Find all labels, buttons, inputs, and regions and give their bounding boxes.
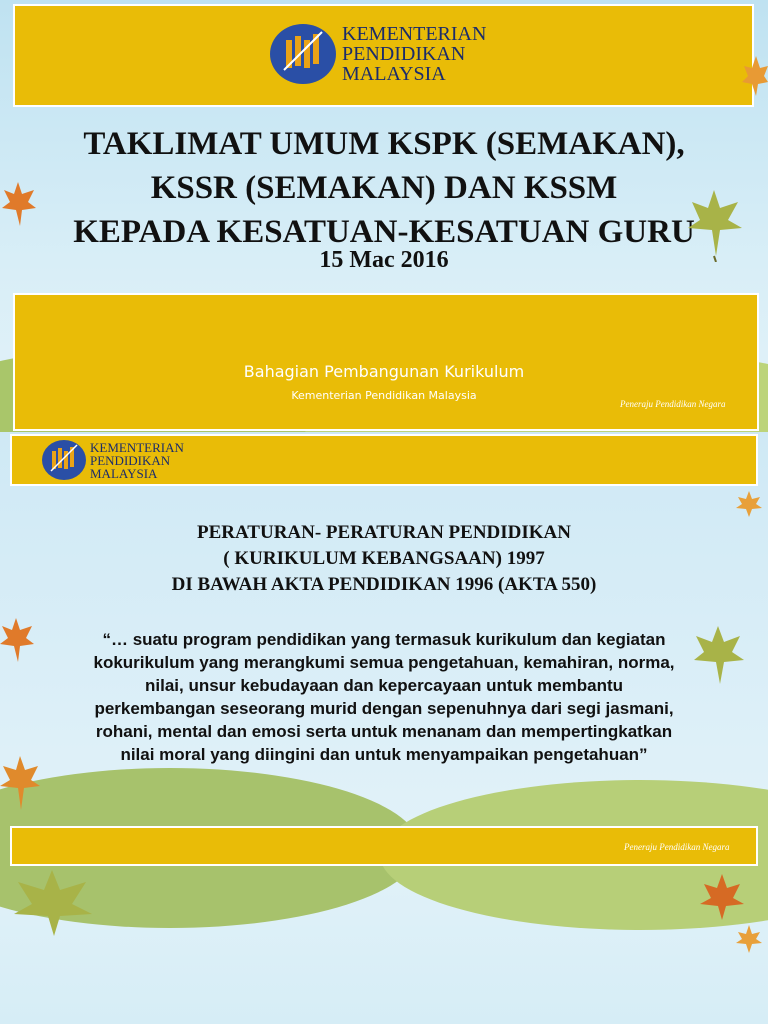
date-text: 15 Mac 2016 bbox=[319, 247, 449, 273]
maple-leaf-icon bbox=[742, 54, 768, 98]
slide-1 bbox=[0, 0, 768, 432]
maple-leaf-icon bbox=[0, 180, 36, 228]
heading-line: PERATURAN- PERATURAN PENDIDIKAN bbox=[196, 522, 572, 543]
maple-leaf-icon bbox=[684, 186, 744, 262]
quote-line: perkembangan seseorang murid dengan sepenuhnya dari segi jasmani, bbox=[94, 699, 674, 718]
division-name: Bahagian Pembangunan Kurikulum bbox=[243, 362, 525, 381]
main-title bbox=[0, 122, 768, 254]
tagline: Peneraju Pendidikan Negara bbox=[624, 842, 730, 852]
quote-line: “… suatu program pendidikan yang termasuk kurikulum dan kegiatan bbox=[102, 630, 666, 649]
logo-line-2: PENDIDIKAN bbox=[342, 43, 466, 65]
maple-leaf-icon bbox=[736, 490, 762, 518]
quote-line: rohani, mental dan emosi serta untuk menanam dan mempertingkatkan bbox=[95, 722, 673, 741]
logo-line-1: KEMENTERIAN bbox=[90, 439, 184, 455]
ministry-logo bbox=[42, 440, 184, 480]
ministry-name: Kementerian Pendidikan Malaysia bbox=[291, 389, 477, 402]
slide-2 bbox=[0, 432, 768, 1024]
quote-line: nilai moral yang diingini dan untuk menyampaikan pengetahuan” bbox=[120, 745, 648, 764]
maple-leaf-icon bbox=[0, 754, 40, 812]
logo-line-3: MALAYSIA bbox=[90, 465, 158, 481]
title-line: KSSR (SEMAKAN) DAN KSSM bbox=[150, 170, 618, 206]
logo-line-1: KEMENTERIAN bbox=[342, 23, 487, 45]
quote-line: nilai, unsur kebudayaan dan kepercayaan untuk membantu bbox=[144, 676, 624, 695]
curriculum-quote bbox=[0, 628, 768, 766]
heading-line: ( KURIKULUM KEBANGSAAN) 1997 bbox=[223, 548, 545, 569]
regulation-heading bbox=[0, 520, 768, 598]
logo-line-2: PENDIDIKAN bbox=[90, 452, 171, 468]
maple-leaf-icon bbox=[700, 872, 744, 922]
title-line: KEPADA KESATUAN-KESATUAN GURU bbox=[73, 214, 695, 250]
maple-leaf-icon bbox=[690, 622, 746, 690]
title-line: TAKLIMAT UMUM KSPK (SEMAKAN), bbox=[83, 126, 685, 162]
ministry-emblem-icon bbox=[270, 24, 336, 84]
ministry-logo bbox=[270, 24, 486, 84]
ministry-emblem-icon bbox=[42, 440, 86, 480]
maple-leaf-icon bbox=[10, 866, 94, 938]
tagline: Peneraju Pendidikan Negara bbox=[620, 399, 726, 409]
heading-line: DI BAWAH AKTA PENDIDIKAN 1996 (AKTA 550) bbox=[171, 574, 597, 595]
quote-line: kokurikulum yang merangkumi semua pengetahuan, kemahiran, norma, bbox=[93, 653, 675, 672]
logo-line-3: MALAYSIA bbox=[342, 63, 446, 85]
maple-leaf-icon bbox=[736, 924, 762, 954]
maple-leaf-icon bbox=[0, 616, 34, 664]
